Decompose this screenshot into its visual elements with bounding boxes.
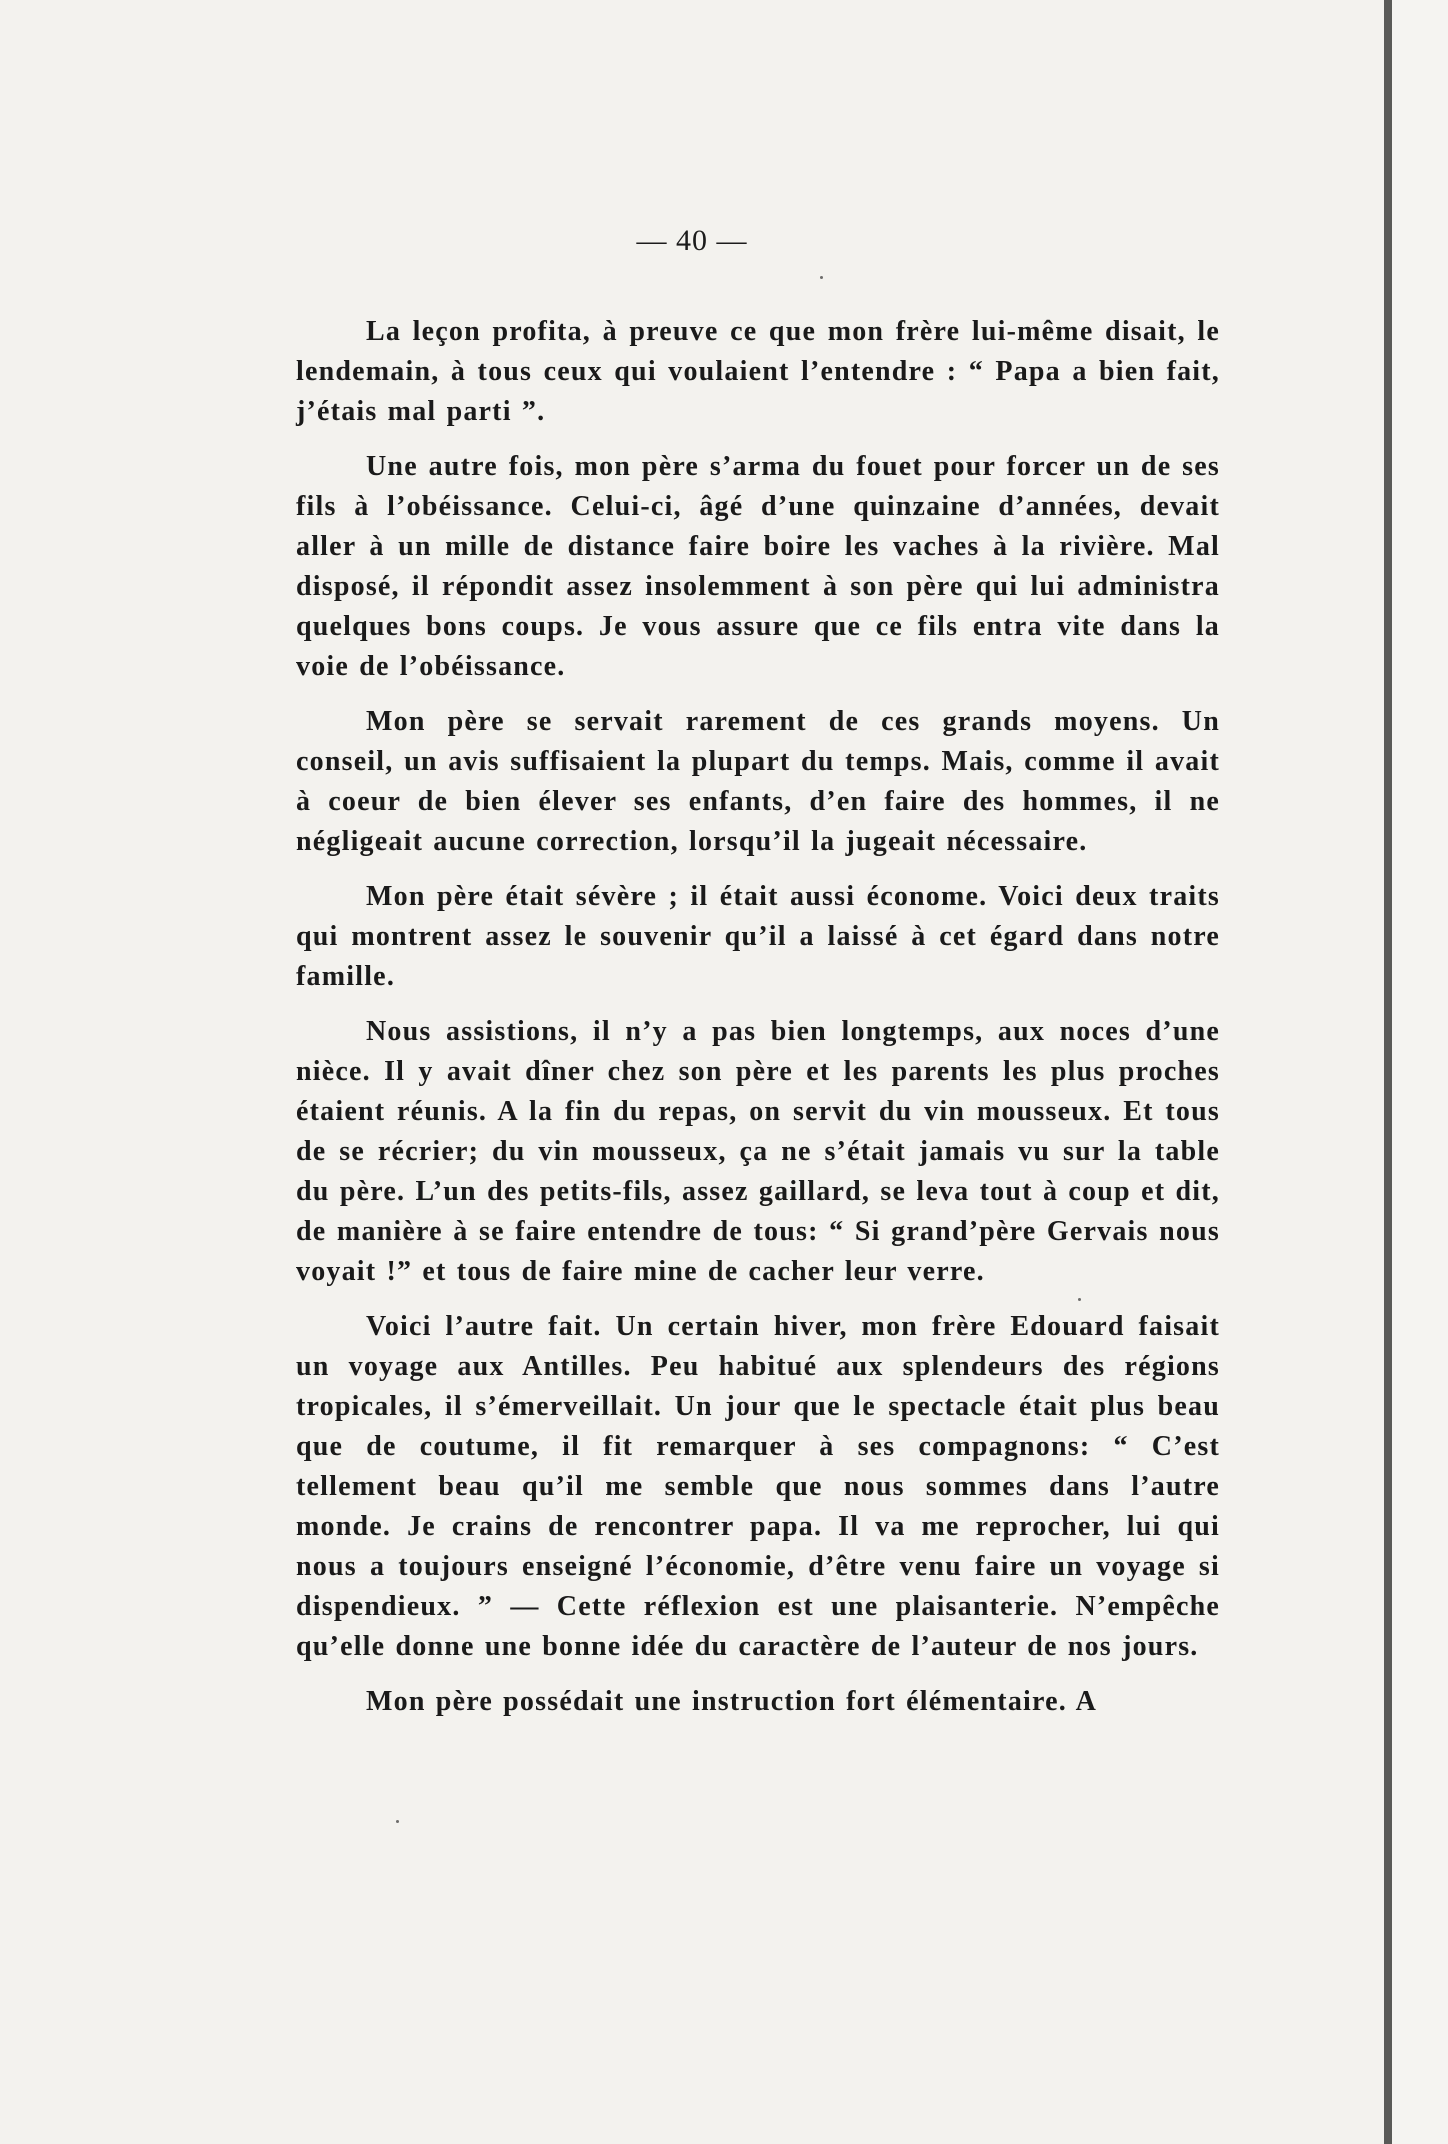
paragraph: Nous assistions, il n’y a pas bien longtemps, aux noces d’une nièce. Il y avait dîner chez son père et les parents les plus proches étaient réunis. A la fin du repas, on servit du vin mousseux. Et tous de se récrier; du vin mousseux, ça ne s’était jamais vu sur la table du père. L’un des petits-fils, assez gaillard, se leva tout à coup et dit, de manière à se faire entendre de tous: “ Si grand’père Gervais nous voyait !” et tous de faire mine de cacher leur verre. [296,1016,1220,1287]
paper-speck [1078,1298,1081,1301]
paragraph: Mon père se servait rarement de ces grands moyens. Un conseil, un avis suffisaient la plupart du temps. Mais, comme il avait à coeur de bien élever ses enfants, d’en faire des hommes, il ne négligeait aucune correction, lorsqu’il la jugeait nécessaire. [296,706,1220,857]
page-gutter-shadow [1384,0,1392,2144]
next-page-edge [1392,0,1448,2144]
paragraph: Une autre fois, mon père s’arma du fouet pour forcer un de ses fils à l’obéissance. Celui-ci, âgé d’une quinzaine d’années, devait aller à un mille de distance faire boire les vaches à la rivière. Mal disposé, il répondit assez insolemment à son père qui lui administra quelques bons coups. Je vous assure que ce fils entra vite dans la voie de l’obéissance. [296,451,1220,682]
paper-speck [820,276,823,279]
paragraph: Voici l’autre fait. Un certain hiver, mon frère Edouard faisait un voyage aux Antilles. Peu habitué aux splendeurs des régions tropicales, il s’émerveillait. Un jour que le spectacle était plus beau que de coutume, il fit remarquer à ses compagnons: “ C’est tellement beau qu’il me semble que nous sommes dans l’autre monde. Je crains de rencontrer papa. Il va me reprocher, lui qui nous a toujours enseigné l’économie, d’être venu faire un voyage si dispendieux. ” — Cette réflexion est une plaisanterie. N’empêche qu’elle donne une bonne idée du caractère de l’auteur de nos jours. [296,1311,1220,1662]
paper-speck [396,1820,399,1823]
paragraph: La leçon profita, à preuve ce que mon frère lui-même disait, le lendemain, à tous ceux qui voulaient l’entendre : “ Papa a bien fait, j’étais mal parti ”. [296,316,1220,427]
body-text [296,312,1220,1737]
paragraph: Mon père possédait une instruction fort élémentaire. A [366,1686,1098,1717]
paragraph: Mon père était sévère ; il était aussi économe. Voici deux traits qui montrent assez le souvenir qu’il a laissé à cet égard dans notre famille. [296,881,1220,992]
page-number: — 40 — [636,224,748,257]
